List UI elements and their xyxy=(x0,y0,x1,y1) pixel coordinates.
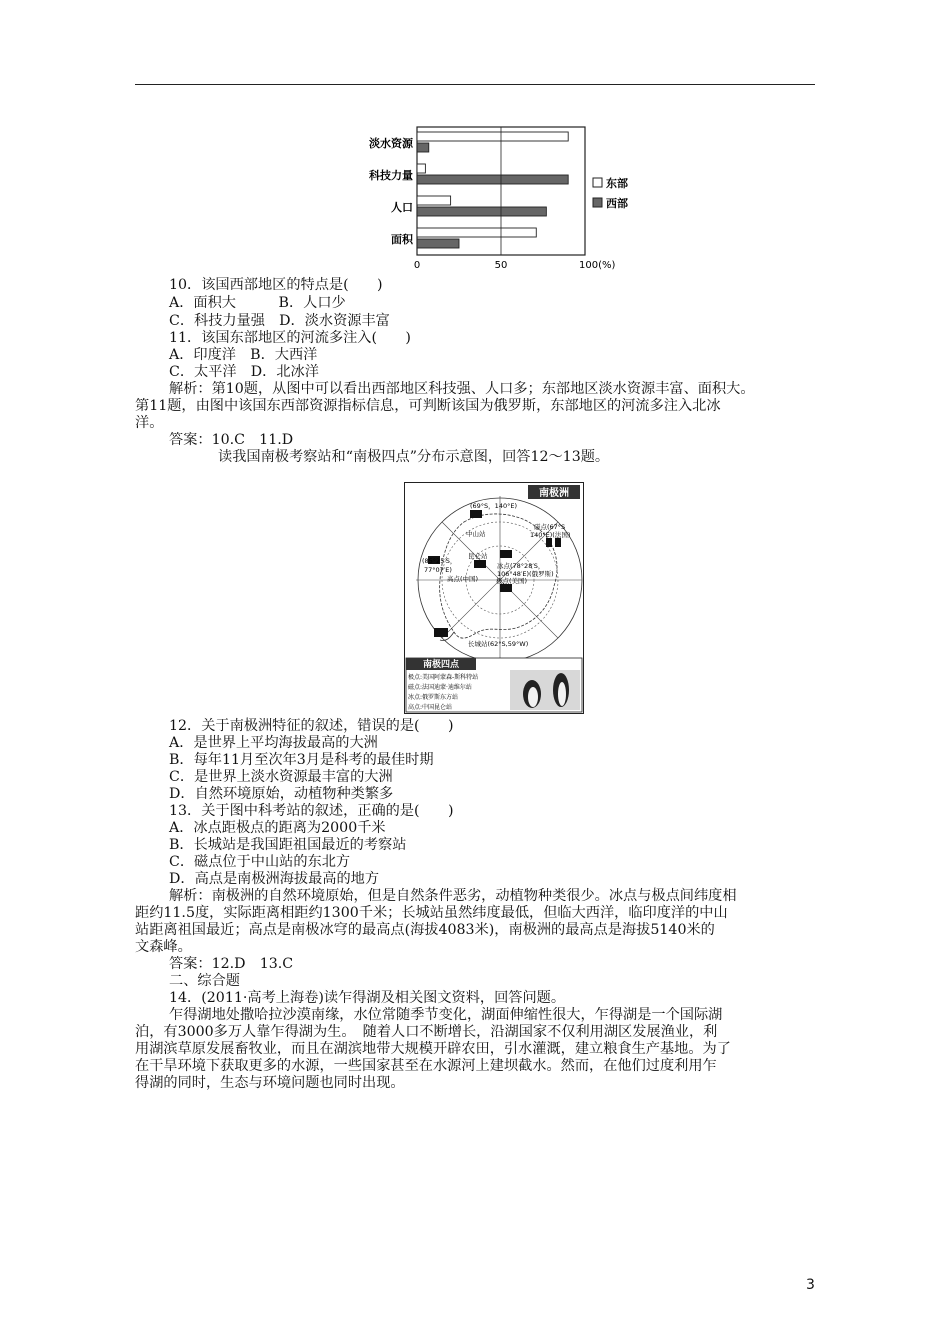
legend-row-4: 高点:中国昆仑站 xyxy=(408,704,453,711)
bar-西部-面积 xyxy=(417,239,459,248)
passage-14b: 泊，有3000多万人靠乍得湖为生。 随着人口不断增长，沿湖国家不仅利用湖区发展渔业，利 xyxy=(135,1024,718,1040)
passage-14c: 用湖滨草原发展畜牧业，而且在湖滨地带大规模开辟农田，引水灌溉，建立粮食生产基地。为了 xyxy=(135,1041,731,1057)
explanation-2a: 解析：南极洲的自然环境原始，但是自然条件恶劣，动植物种类很少。冰点与极点间纬度相 xyxy=(169,888,737,904)
bar-东部-人口 xyxy=(417,196,451,205)
q12-option-c: C．是世界上淡水资源最丰富的大洲 xyxy=(169,769,393,785)
answer-2: 答案：12.D 13.C xyxy=(169,956,294,972)
bar-东部-淡水资源 xyxy=(417,132,568,141)
q11-options-cd: C．太平洋 D．北冰洋 xyxy=(169,364,319,380)
q12-option-b: B．每年11月至次年3月是科考的最佳时期 xyxy=(169,752,434,768)
bar-chart xyxy=(355,123,655,273)
map-label-high-point: 高点(中国) xyxy=(447,575,479,583)
penguin-photo xyxy=(510,670,580,710)
legend-title: 南极四点 xyxy=(422,660,460,670)
map-label-changcheng: 长城站(62°S,59°W) xyxy=(468,640,529,648)
q13-option-d: D．高点是南极洲海拔最高的地方 xyxy=(169,871,380,887)
category-label: 面积 xyxy=(391,233,413,246)
x-tick-label: 100(%) xyxy=(579,260,616,271)
explanation-2b: 距约11.5度，实际距离相距约1300千米；长城站虽然纬度最低，但临大西洋，临印度洋的中山 xyxy=(135,905,728,921)
explanation-1b: 第11题，由图中该国东西部资源指标信息，可判断该国为俄罗斯，东部地区的河流多注入北冰 xyxy=(135,398,721,414)
map-label-coord1: (69°S，140°E) xyxy=(470,502,517,510)
bar-西部-淡水资源 xyxy=(417,143,429,152)
q13-option-a: A．冰点距极点的距离为2000千米 xyxy=(169,820,386,836)
map-label-kunlun: 昆仑站 xyxy=(468,552,488,560)
q13-option-b: B．长城站是我国距祖国最近的考察站 xyxy=(169,837,407,853)
legend-row-3: 冰点:俄罗斯东方站 xyxy=(408,694,459,701)
x-tick-label: 50 xyxy=(494,260,508,271)
map-label-pole: 极点(美国) xyxy=(496,577,528,585)
legend-label: 东部 xyxy=(606,177,628,190)
antarctica-map xyxy=(404,482,584,714)
map-label-ice-point: 冰点(78°28′S， xyxy=(497,562,545,570)
explanation-1a: 解析：第10题，从图中可以看出西部地区科技强、人口多；东部地区淡水资源丰富、面积大。 xyxy=(169,381,755,397)
legend-row-1: 极点:美国阿蒙森-斯科特站 xyxy=(408,674,479,681)
page-number: 3 xyxy=(806,1277,815,1293)
map-label-coord3: (85°25′S， xyxy=(422,557,457,565)
question-13: 13．关于图中科考站的叙述，正确的是( ) xyxy=(169,803,454,819)
question-10: 10．该国西部地区的特点是( ) xyxy=(169,277,383,293)
q13-option-c: C．磁点位于中山站的东北方 xyxy=(169,854,351,870)
bar-东部-面积 xyxy=(417,228,536,237)
passage-14e: 得湖的同时，生态与环境问题也同时出现。 xyxy=(135,1075,405,1091)
q10-options-ab: A．面积大 B．人口少 xyxy=(169,295,346,311)
section-heading: 二、综合题 xyxy=(169,973,240,989)
map-title: 南极洲 xyxy=(539,488,569,499)
passage-14a: 乍得湖地处撒哈拉沙漠南缘，水位常随季节变化，湖面伸缩性很大，乍得湖是一个国际湖 xyxy=(169,1007,723,1023)
category-label: 淡水资源 xyxy=(369,137,413,150)
header-rule xyxy=(135,84,815,85)
passage-14d: 在干旱环境下获取更多的水源，一些国家甚至在水源河上建坝截水。然而，在他们过度利用乍 xyxy=(135,1058,717,1074)
question-12: 12．关于南极洲特征的叙述，错误的是( ) xyxy=(169,718,454,734)
map-label-ice-point-b: 106°48′E)(俄罗斯) xyxy=(497,570,554,578)
question-11: 11．该国东部地区的河流多注入( ) xyxy=(169,330,411,346)
q11-options-ab: A．印度洋 B．大西洋 xyxy=(169,347,318,363)
explanation-2d: 文森峰。 xyxy=(135,939,192,955)
explanation-2c: 站距离祖国最近；高点是南极冰穹的最高点(海拔4083米)，南极洲的最高点是海拔5140米的 xyxy=(135,922,715,938)
bar-东部-科技力量 xyxy=(417,164,425,173)
map-label-coord3b: 77°07′E) xyxy=(424,566,452,574)
bar-西部-科技力量 xyxy=(417,175,568,184)
legend-row-2: 磁点:法国迪蒙·迪维尔站 xyxy=(408,684,472,691)
map-label-magnetic-b: 140°E)(法国) xyxy=(530,531,571,539)
map-label-magnetic: 磁点(67°S xyxy=(534,523,566,531)
explanation-1c: 洋。 xyxy=(135,415,164,431)
legend-swatch xyxy=(593,198,602,207)
legend-swatch xyxy=(593,178,602,187)
x-tick-label: 0 xyxy=(413,260,421,271)
q12-option-a: A．是世界上平均海拔最高的大洲 xyxy=(169,735,378,751)
category-label: 人口 xyxy=(391,201,413,214)
category-label: 科技力量 xyxy=(369,169,413,182)
legend-label: 西部 xyxy=(606,197,628,210)
map-label-zhongshan: 中山站 xyxy=(466,530,486,538)
q12-option-d: D．自然环境原始，动植物种类繁多 xyxy=(169,786,394,802)
bar-西部-人口 xyxy=(417,207,546,216)
answer-1: 答案：10.C 11.D xyxy=(169,432,294,448)
question-14: 14．(2011·高考上海卷)读乍得湖及相关图文资料，回答问题。 xyxy=(169,990,566,1006)
intro-12-13: 读我国南极考察站和“南极四点”分布示意图，回答12～13题。 xyxy=(218,449,610,465)
q10-options-cd: C．科技力量强 D．淡水资源丰富 xyxy=(169,313,390,329)
